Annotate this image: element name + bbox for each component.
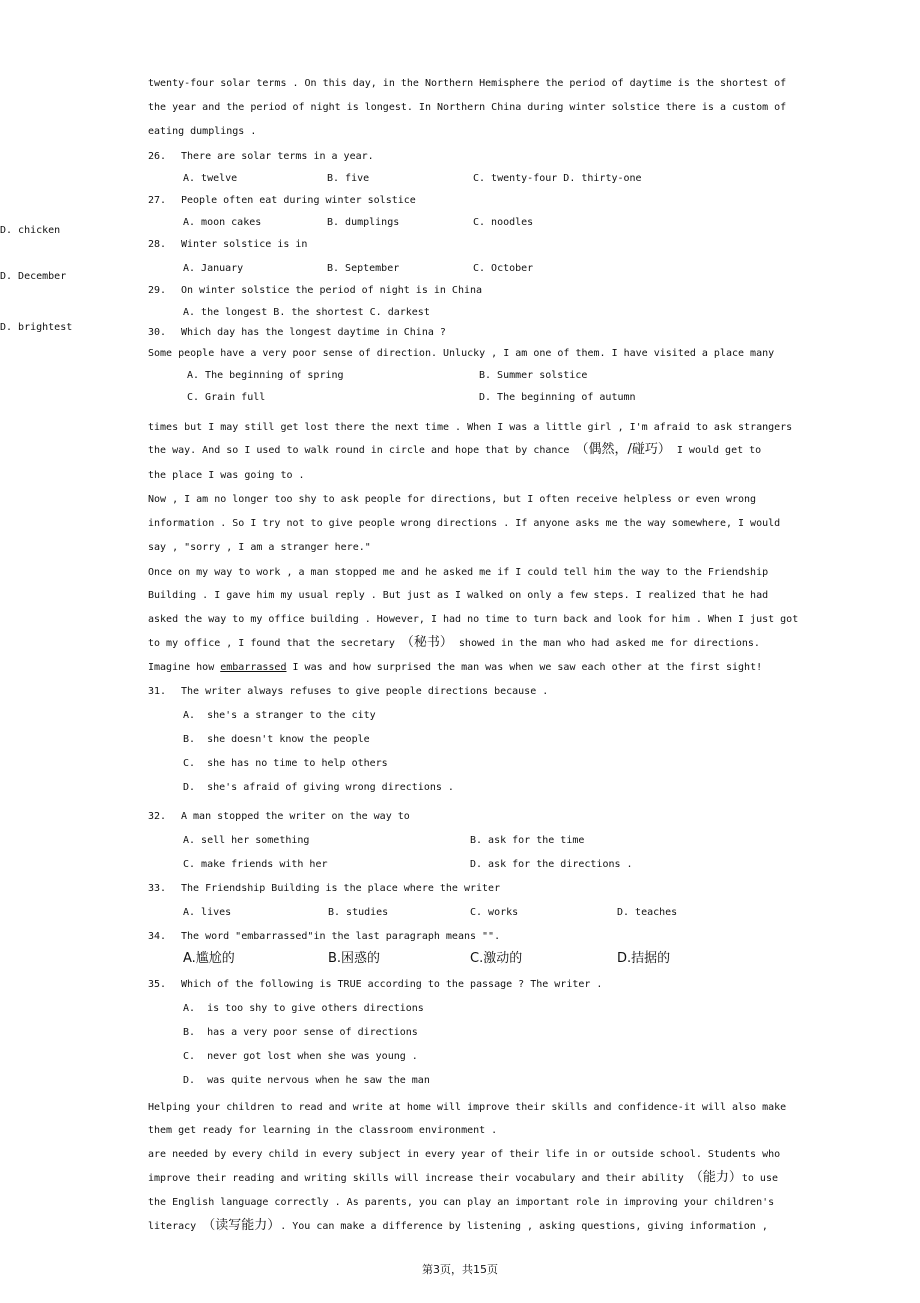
option-d: D. teaches: [617, 907, 678, 918]
option-b: B. September: [327, 263, 400, 274]
passage-line: times but I may still get lost there the next time . When I was a little girl , I'm afraid to ask strangers: [148, 422, 793, 433]
option-a: A. twelve: [183, 173, 238, 184]
option-c: C. she has no time to help others: [183, 758, 388, 769]
passage-line: eating dumplings .: [148, 126, 257, 137]
option-b: B. five: [327, 173, 370, 184]
underlined-word: embarrassed: [220, 662, 287, 673]
option-c: C. Grain full: [187, 392, 266, 403]
passage-line: Helping your children to read and write at home will improve their skills and confidence-it will also make: [148, 1102, 787, 1113]
option-c: C. October: [473, 263, 534, 274]
question-stem: People often eat during winter solstice: [181, 195, 416, 206]
passage-line: Building . I gave him my usual reply . But just as I walked on only a few steps. I realized that he had: [148, 590, 769, 601]
passage-line: improve their reading and writing skills will increase their vocabulary and their ability （能力）to use: [148, 1170, 778, 1185]
option-b: B. has a very poor sense of directions: [183, 1027, 418, 1038]
option-d: D. The beginning of autumn: [479, 392, 636, 403]
question-number: 35.: [148, 979, 167, 990]
question-stem: Which day has the longest daytime in China ?: [181, 327, 446, 338]
option-a: A. she's a stranger to the city: [183, 710, 376, 721]
question-number: 33.: [148, 883, 167, 894]
passage-line: the English language correctly . As parents, you can play an important role in improving your children's: [148, 1197, 775, 1208]
option-d: D. ask for the directions .: [470, 859, 633, 870]
option-c: C. never got lost when she was young .: [183, 1051, 418, 1062]
question-stem: A man stopped the writer on the way to: [181, 811, 410, 822]
passage-line: twenty-four solar terms . On this day, in the Northern Hemisphere the period of daytime is the shortest of: [148, 78, 787, 89]
question-stem: Winter solstice is in: [181, 239, 308, 250]
question-stem: On winter solstice the period of night is in China: [181, 285, 483, 296]
question-stem: The word "embarrassed"in the last paragraph means "".: [181, 931, 501, 942]
question-stem: There are solar terms in a year.: [181, 151, 374, 162]
question-number: 31.: [148, 686, 167, 697]
passage-line: the place I was going to .: [148, 470, 305, 481]
question-number: 29.: [148, 285, 167, 296]
question-stem: Which of the following is TRUE according to the passage ? The writer .: [181, 979, 603, 990]
passage-line: say , "sorry , I am a stranger here.": [148, 542, 371, 553]
option-c-d: C. twenty-four D. thirty-one: [473, 173, 642, 184]
passage-line: literacy （读写能力）. You can make a difference by listening , asking questions, giving information ,: [148, 1218, 768, 1233]
option-a: A. moon cakes: [183, 217, 262, 228]
option-b: B. ask for the time: [470, 835, 585, 846]
option-c: C.激动的: [470, 951, 523, 966]
option-b: B. she doesn't know the people: [183, 734, 370, 745]
passage-line: to my office , I found that the secretary （秘书） showed in the man who had asked me for directions.: [148, 635, 760, 650]
option-c: C. noodles: [473, 217, 534, 228]
option-b: B. dumplings: [327, 217, 400, 228]
option-c: C. make friends with her: [183, 859, 328, 870]
option-a: A. sell her something: [183, 835, 310, 846]
passage-line: Now , I am no longer too shy to ask people for directions, but I often receive helpless or even wrong: [148, 494, 757, 505]
option-b: B. studies: [328, 907, 389, 918]
option-b: B.困惑的: [328, 951, 381, 966]
question-number: 27.: [148, 195, 167, 206]
passage-line: information . So I try not to give people wrong directions . If anyone asks me the way somewhere, I would: [148, 518, 781, 529]
option-a: A. January: [183, 263, 244, 274]
option-a: A. is too shy to give others directions: [183, 1003, 424, 1014]
option-d: D.拮据的: [617, 951, 671, 966]
page-footer: 第3页，共15页: [422, 1263, 498, 1276]
passage-line: Imagine how embarrassed I was and how surprised the man was when we saw each other at the first sight!: [148, 662, 763, 673]
question-number: 30.: [148, 327, 167, 338]
option-b: B. Summer solstice: [479, 370, 588, 381]
passage-line: Once on my way to work , a man stopped me and he asked me if I could tell him the way to the Friendship: [148, 567, 769, 578]
option-d: D. was quite nervous when he saw the man: [183, 1075, 430, 1086]
passage-line: them get ready for learning in the classroom environment .: [148, 1125, 498, 1136]
passage-line: the way. And so I used to walk round in circle and hope that by chance （偶然，/碰巧） I would get to: [148, 442, 762, 457]
passage-line: are needed by every child in every subject in every year of their life in or outside school. Students who: [148, 1149, 781, 1160]
passage-line: asked the way to my office building . However, I had no time to turn back and look for him . When I just got: [148, 614, 799, 625]
option-c: C. works: [470, 907, 519, 918]
question-number: 32.: [148, 811, 167, 822]
passage-line: the year and the period of night is longest. In Northern China during winter solstice there is a custom of: [148, 102, 787, 113]
question-stem: The writer always refuses to give people directions because .: [181, 686, 549, 697]
question-number: 28.: [148, 239, 167, 250]
passage-line: Some people have a very poor sense of direction. Unlucky , I am one of them. I have visited a place many: [148, 348, 775, 359]
option-a: A. The beginning of spring: [187, 370, 344, 381]
option-d: D. chicken: [0, 225, 61, 236]
option-a: A.尴尬的: [183, 951, 235, 966]
option-a: A. lives: [183, 907, 232, 918]
question-stem: The Friendship Building is the place where the writer: [181, 883, 501, 894]
question-number: 34.: [148, 931, 167, 942]
question-number: 26.: [148, 151, 167, 162]
option-d: D. she's afraid of giving wrong directions .: [183, 782, 454, 793]
option-d: D. brightest: [0, 322, 73, 333]
option-a-b-c: A. the longest B. the shortest C. darkest: [183, 307, 430, 318]
option-d: D. December: [0, 271, 67, 282]
